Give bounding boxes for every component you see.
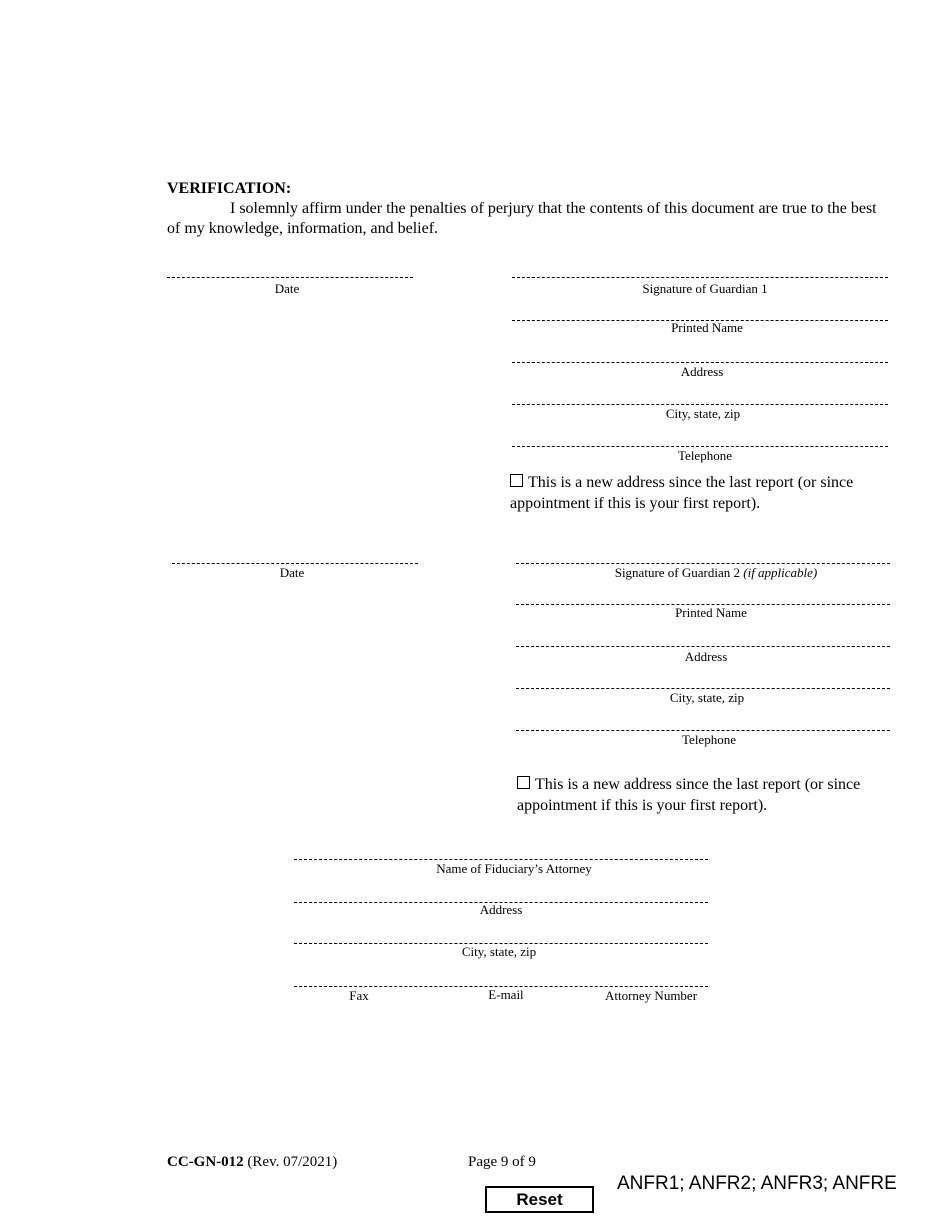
guardian2-signature-line[interactable] [516, 563, 890, 564]
verification-heading: VERIFICATION: [167, 180, 292, 197]
form-code: CC-GN-012 [167, 1154, 244, 1170]
attorney-name-line[interactable] [294, 859, 708, 860]
guardian2-date-line[interactable] [172, 563, 418, 564]
guardian1-date-label: Date [274, 281, 300, 296]
guardian1-address-line[interactable] [512, 362, 888, 363]
guardian1-new-address-text: This is a new address since the last report (or since appointment if this is your first report). [510, 474, 854, 512]
guardian1-city-label: City, state, zip [665, 406, 741, 421]
guardian2-address-label: Address [684, 649, 728, 664]
guardian1-telephone-label: Telephone [678, 448, 732, 463]
form-revision: (Rev. 07/2021) [243, 1154, 338, 1170]
attorney-address-label: Address [479, 902, 523, 917]
attorney-name-label: Name of Fiduciary’s Attorney [436, 861, 592, 876]
guardian2-city-line[interactable] [516, 688, 890, 689]
form-codes: ANFR1; ANFR2; ANFR3; ANFRE [617, 1173, 897, 1194]
attorney-fax-label: Fax [349, 988, 369, 1003]
form-identifier [167, 1154, 337, 1171]
guardian1-signature-line[interactable] [512, 277, 888, 278]
guardian2-city-label: City, state, zip [669, 690, 745, 705]
guardian2-new-address-text: This is a new address since the last report (or since appointment if this is your first report). [517, 776, 861, 814]
verification-statement: I solemnly affirm under the penalties of perjury that the contents of this document are true to the best of my knowledge, information, and belief. [167, 200, 877, 237]
guardian2-date-label: Date [279, 565, 305, 580]
guardian2-signature-suffix: (if applicable) [743, 565, 818, 580]
guardian1-printed-name-label: Printed Name [671, 320, 743, 335]
attorney-city-label: City, state, zip [461, 944, 537, 959]
guardian1-signature-label: Signature of Guardian 1 [642, 281, 768, 296]
guardian1-new-address-option[interactable] [510, 472, 890, 514]
guardian2-address-line[interactable] [516, 646, 890, 647]
attorney-email-label: E-mail [488, 987, 524, 1002]
reset-button[interactable]: Reset [485, 1186, 594, 1213]
guardian2-printed-name-label: Printed Name [675, 605, 747, 620]
guardian1-city-line[interactable] [512, 404, 888, 405]
guardian2-new-address-option[interactable] [517, 774, 897, 816]
guardian1-telephone-line[interactable] [512, 446, 888, 447]
guardian2-signature-text: Signature of Guardian 2 [614, 565, 744, 580]
guardian2-new-address-checkbox[interactable] [517, 776, 530, 789]
attorney-number-label: Attorney Number [604, 988, 698, 1003]
guardian2-telephone-line[interactable] [516, 730, 890, 731]
guardian1-date-line[interactable] [167, 277, 413, 278]
page-number: Page 9 of 9 [468, 1154, 536, 1170]
guardian1-address-label: Address [680, 364, 724, 379]
guardian2-telephone-label: Telephone [682, 732, 736, 747]
guardian2-signature-label [516, 565, 916, 580]
guardian1-new-address-checkbox[interactable] [510, 474, 523, 487]
